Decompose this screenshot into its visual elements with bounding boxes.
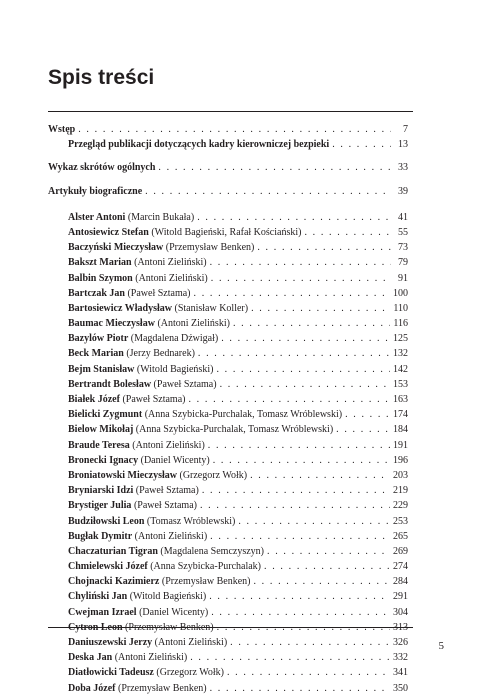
toc-entry[interactable] (48, 271, 408, 286)
entry-author: (Antoni Zieliński) (157, 318, 230, 330)
toc-page-number: 229 (393, 500, 408, 512)
entry-author: (Stanisław Koller) (174, 302, 249, 314)
toc-entry[interactable] (48, 635, 408, 650)
entry-name: Balbin Szymon (68, 272, 133, 284)
dot-leader (158, 160, 391, 175)
dot-leader (197, 210, 391, 225)
entry-name: Bakszt Marian (68, 257, 132, 269)
dot-leader (332, 137, 391, 152)
toc-page-number: 13 (398, 139, 408, 151)
entry-name: Braude Teresa (68, 439, 130, 451)
entry-author: (Przemysław Benken) (161, 576, 251, 588)
dot-leader (213, 453, 390, 468)
dot-leader (202, 483, 390, 498)
toc-section-wstep[interactable] (48, 122, 408, 137)
toc-page-number: 73 (398, 242, 408, 254)
entry-name: Białek Józef (68, 394, 120, 405)
toc-page-number: 265 (393, 530, 408, 542)
toc-section-label: Wstęp (48, 124, 76, 135)
toc-entry[interactable] (48, 468, 408, 483)
dot-leader (230, 635, 390, 650)
toc-entry[interactable] (48, 544, 408, 559)
entry-name: Bryniarski Idzi (68, 485, 134, 497)
entry-name: Beck Marian (68, 348, 124, 360)
toc-section-label: Wykaz skrótów ogólnych (48, 162, 156, 174)
toc-page-number: 39 (398, 185, 408, 197)
entry-author: (Przemysław Benken) (165, 242, 255, 254)
entry-name: Bejm Stanisław (68, 363, 135, 375)
toc-page-number: 41 (398, 211, 408, 223)
toc-entry[interactable] (48, 514, 408, 529)
toc-page-number: 184 (393, 424, 408, 436)
toc-entry[interactable] (48, 301, 408, 316)
toc-page-number: 341 (393, 667, 408, 679)
dot-leader (210, 255, 391, 270)
entry-name: Chaczaturian Tigran (68, 545, 158, 557)
top-rule (48, 111, 413, 112)
dot-leader (257, 240, 391, 255)
entry-author: (Anna Szybicka-Purchalak, Tomasz Wróblewski) (135, 424, 334, 436)
table-of-contents (48, 122, 408, 696)
dot-leader (190, 650, 390, 665)
entry-author: (Antoni Zieliński) (132, 439, 205, 451)
toc-page-number: 274 (393, 561, 408, 573)
toc-entry[interactable] (48, 650, 408, 665)
dot-leader (233, 316, 390, 331)
entry-name: Baczyński Mieczysław (68, 242, 164, 254)
toc-entry[interactable] (48, 407, 408, 422)
toc-entry[interactable] (48, 605, 408, 620)
entry-name: Deska Jan (68, 652, 113, 664)
entry-author: (Antoni Zieliński) (134, 530, 208, 542)
entry-name: Doba Józef (68, 682, 116, 694)
dot-leader (209, 589, 390, 604)
entry-author: (Magdalena Semczyszyn) (160, 545, 264, 557)
toc-entry[interactable] (48, 240, 408, 255)
toc-page-number: 91 (398, 272, 408, 284)
entry-name: Baumac Mieczysław (68, 318, 155, 330)
toc-page-number: 219 (393, 485, 408, 497)
dot-leader (200, 498, 390, 513)
dot-leader (216, 362, 390, 377)
toc-page-number: 332 (393, 652, 408, 664)
dot-leader (250, 468, 390, 483)
entry-author: (Przemysław Benken) (118, 682, 207, 694)
page-number: 5 (438, 640, 444, 652)
entry-author: (Grzegorz Wołk) (179, 469, 248, 481)
biography-list (48, 210, 408, 696)
entry-name: Antosiewicz Stefan (68, 226, 149, 238)
toc-page-number: 253 (393, 515, 408, 527)
toc-page-number: 132 (393, 348, 408, 360)
dot-leader (227, 665, 390, 680)
entry-name: Alster Antoni (68, 211, 126, 223)
dot-leader (345, 407, 390, 422)
entry-name: Chyliński Jan (68, 591, 128, 603)
toc-entry[interactable] (48, 392, 408, 407)
toc-page-number: 313 (393, 621, 408, 633)
entry-name: Chmielewski Józef (68, 561, 148, 573)
entry-author: (Antoni Zieliński) (154, 637, 228, 648)
dot-leader (336, 422, 390, 437)
toc-page-number: 125 (393, 333, 408, 345)
toc-page-number: 350 (393, 682, 408, 694)
dot-leader (188, 392, 390, 407)
entry-author: (Jerzy Bednarek) (126, 348, 195, 360)
toc-entry[interactable] (48, 210, 408, 225)
dot-leader (210, 529, 390, 544)
dot-leader (198, 346, 390, 361)
entry-name: Bartosiewicz Władysław (68, 302, 172, 314)
entry-author: (Witold Bagieński, Rafał Kościański) (151, 226, 302, 238)
toc-page-number: 33 (398, 162, 408, 174)
toc-section-artykuly[interactable] (48, 184, 408, 199)
dot-leader (304, 225, 391, 240)
toc-entry[interactable] (48, 225, 408, 240)
dot-leader (238, 514, 390, 529)
dot-leader (264, 559, 390, 574)
dot-leader (211, 271, 391, 286)
entry-author: (Marcin Bukała) (127, 211, 195, 223)
entry-name: Bertrandt Bolesław (68, 378, 152, 390)
toc-entry[interactable] (48, 331, 408, 346)
toc-page-number: 269 (393, 545, 408, 557)
toc-page-number: 163 (393, 394, 408, 405)
toc-entry[interactable] (48, 681, 408, 696)
dot-leader (267, 544, 390, 559)
page-title: Spis treści (48, 66, 155, 89)
toc-page-number: 284 (393, 576, 408, 588)
dot-leader (194, 286, 391, 301)
toc-page-number: 174 (393, 409, 408, 421)
toc-entry[interactable] (48, 255, 408, 270)
toc-entry[interactable] (48, 377, 408, 392)
toc-section-label: Artykuły biograficzne (48, 185, 143, 197)
toc-entry[interactable] (48, 362, 408, 377)
entry-author: (Przemysław Benken) (125, 621, 214, 633)
toc-entry[interactable] (48, 559, 408, 574)
entry-author: (Grzegorz Wołk) (156, 667, 224, 679)
bottom-rule (48, 627, 413, 628)
entry-author: (Tomasz Wróblewski) (146, 515, 236, 527)
entry-author: (Antoni Zieliński) (114, 652, 188, 664)
toc-entry[interactable] (48, 286, 408, 301)
entry-author: (Daniel Wicenty) (140, 454, 210, 466)
entry-author: (Paweł Sztama) (122, 394, 186, 405)
entry-author: (Anna Szybicka-Purchalak, Tomasz Wróblewski) (144, 409, 343, 421)
toc-page-number: 110 (393, 302, 408, 314)
toc-entry[interactable] (48, 665, 408, 680)
entry-name: Broniatowski Mieczysław (68, 469, 177, 481)
entry-name: Bartczak Jan (68, 287, 125, 299)
entry-author: (Paweł Sztama) (133, 500, 197, 512)
entry-name: Bielow Mikołaj (68, 424, 134, 436)
entry-author: (Antoni Zieliński) (134, 257, 207, 269)
entry-author: (Witold Bagieński) (129, 591, 207, 603)
toc-entry[interactable] (48, 483, 408, 498)
toc-page-number: 100 (393, 287, 408, 299)
toc-entry[interactable] (48, 422, 408, 437)
toc-page-number: 55 (398, 226, 408, 238)
entry-author: (Daniel Wicenty) (139, 606, 209, 618)
entry-name: Budziłowski Leon (68, 515, 145, 527)
entry-name: Bronecki Ignacy (68, 454, 139, 466)
toc-page-number: 291 (393, 591, 408, 603)
toc-entry[interactable] (48, 438, 408, 453)
entry-author: (Magdalena Dźwigał) (130, 333, 219, 345)
entry-name: Diatłowicki Tadeusz (68, 667, 154, 679)
dot-leader (208, 438, 390, 453)
entry-name: Chojnacki Kazimierz (68, 576, 160, 588)
toc-page-number: 191 (393, 439, 408, 451)
entry-author: (Paweł Sztama) (135, 485, 199, 497)
toc-entry[interactable] (48, 529, 408, 544)
toc-page-number: 304 (393, 606, 408, 618)
entry-author: (Paweł Sztama) (153, 378, 217, 390)
entry-author: (Anna Szybicka-Purchalak) (150, 561, 262, 573)
toc-page-number: 116 (393, 318, 408, 330)
toc-entry[interactable] (48, 498, 408, 513)
dot-leader (78, 122, 391, 137)
toc-page-number: 79 (398, 257, 408, 269)
entry-author: (Antoni Zieliński) (135, 272, 208, 284)
dot-leader (253, 574, 390, 589)
dot-leader (220, 377, 390, 392)
toc-page-number: 326 (393, 637, 408, 648)
toc-section-wykaz[interactable] (48, 160, 408, 175)
dot-leader (145, 184, 391, 199)
toc-page-number: 203 (393, 469, 408, 481)
entry-name: Bielicki Zygmunt (68, 409, 143, 421)
toc-entry[interactable] (48, 346, 408, 361)
toc-section-label: Przegląd publikacji dotyczących kadry kierowniczej bezpieki (68, 139, 330, 151)
toc-page-number: 142 (393, 363, 408, 375)
entry-name: Brystiger Julia (68, 500, 132, 512)
dot-leader (210, 681, 390, 696)
dot-leader (211, 605, 390, 620)
toc-page-number: 153 (393, 378, 408, 390)
toc-page-number: 7 (403, 124, 408, 135)
toc-entry[interactable] (48, 574, 408, 589)
entry-name: Cytron Leon (68, 621, 123, 633)
entry-name: Bugłak Dymitr (68, 530, 133, 542)
toc-entry[interactable] (48, 453, 408, 468)
entry-author: (Paweł Sztama) (127, 287, 191, 299)
entry-name: Bazylów Piotr (68, 333, 129, 345)
entry-author: (Witold Bagieński) (136, 363, 214, 375)
entry-name: Daniuszewski Jerzy (68, 637, 153, 648)
toc-entry[interactable] (48, 316, 408, 331)
entry-name: Cwejman Izrael (68, 606, 137, 618)
toc-entry[interactable] (48, 589, 408, 604)
toc-page-number: 196 (393, 454, 408, 466)
dot-leader (251, 301, 390, 316)
toc-subsection-przeglad[interactable] (48, 137, 408, 152)
dot-leader (221, 331, 390, 346)
